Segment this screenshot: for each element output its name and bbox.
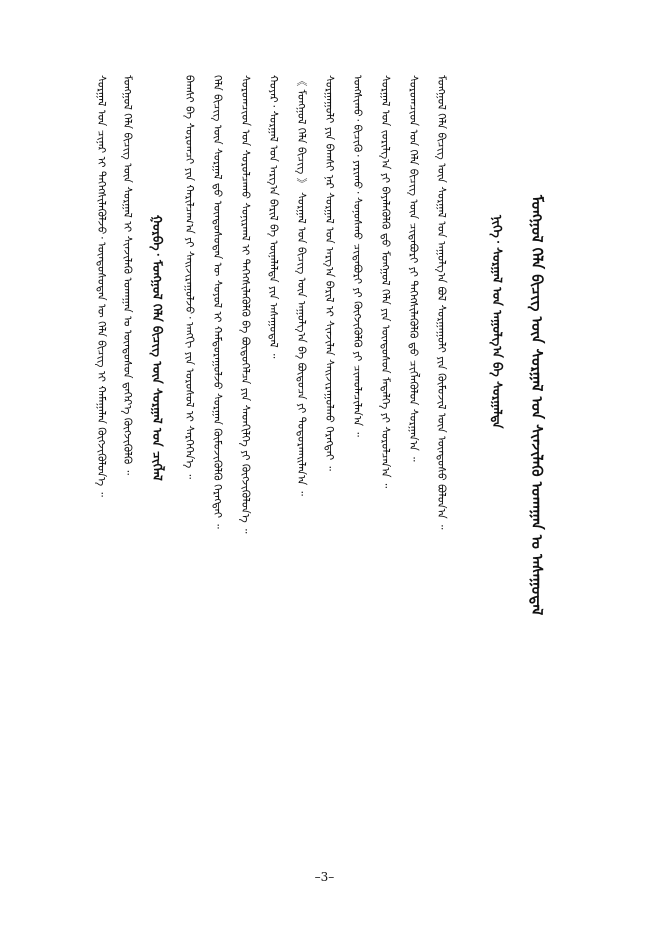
text-column-13: ᠮᠣᠩᠭᠣᠯ ᠬᠡᠯᠡ ᠪᠢᠴᠢᠭ᠌ ᠦᠨ ᠰᠤᠷᠭᠠᠯ ᠤᠨ ᠠᠭᠤᠯᠭ᠎ᠠ ᠪᠣᠯ ᠰᠤᠷᠭᠠᠭᠤᠯᠢ ᠶᠢᠨ ᠬᠦᠮᠦᠵᠢᠯ ᠦᠨ ᠦᠨᠳᠦᠰᠦ ᠪᠣᠯᠤᠨ᠎ᠠ ᠃ bbox=[435, 75, 448, 530]
text-column-11: ᠰᠤᠷᠭᠠᠯ ᠤᠨ ᠵᠣᠷᠢᠯᠭ᠎ᠠ ᠶᠢ ᠪᠡᠶᠡᠯᠡᠭᠦᠯᠬᠦ ᠳ᠋ᠤ ᠮᠣᠩᠭᠣᠯ ᠬᠡᠯᠡ ᠶᠢᠨ ᠦᠨᠳᠦᠰᠦᠨ ᠮᠡᠳᠡᠯᠭᠡ ᠶᠢ ᠰᠤᠷᠤᠯᠴᠠᠨ᠎ᠠ ᠃ bbox=[379, 75, 392, 489]
text-column-4: ᠪᠠᠭᠰᠢ ᠪᠠ ᠰᠤᠷᠤᠭᠴᠢ ᠶᠢᠨ ᠬᠠᠷᠢᠯᠴᠠᠭ᠎ᠠ ᠶᠢ ᠰᠠᠢᠵᠢᠷᠠᠭᠤᠯᠵᠤ᠂ ᠠᠩᠭᠢ ᠶᠢᠨ ᠤᠷᠤᠰᠤᠯ ᠢ ᠰᠡᠷᠭᠡᠭᠡᠨ᠎ᠡ ᠃ bbox=[183, 75, 196, 479]
text-column-12: ᠰᠤᠷᠤᠭᠴᠢᠳ ᠤᠨ ᠬᠡᠯᠡ ᠪᠢᠴᠢᠭ᠌ ᠦᠨ ᠴᠢᠳᠠᠪᠤᠷᠢ ᠶᠢ ᠳᠡᠭᠡᠭᠰᠢᠯᠡᠭᠦᠯᠬᠦ ᠳ᠋ᠤ ᠴᠢᠭᠯᠡᠭᠦᠯᠦᠨ ᠰᠤᠷᠭᠠᠨ᠎ᠠ ᠃ bbox=[407, 75, 420, 462]
text-column-1: ᠰᠤᠷᠭᠠᠯ ᠤᠨ ᠴᠢᠨᠠᠷ ᠢ ᠳᠡᠭᠡᠭᠰᠢᠯᠡᠭᠦᠯᠵᠦ᠂ ᠦᠨᠳᠦᠰᠦᠲᠡᠨ ᠦ ᠬᠡᠯᠡ ᠪᠢᠴᠢᠭ ᠢ ᠬᠠᠮᠠᠭᠠᠯᠠᠨ ᠬᠥᠭᠵᠢᠭᠦᠯᠦᠨ᠎ᠡ ᠃ bbox=[95, 75, 108, 497]
text-column-6: ᠰᠤᠷᠤᠭᠴᠢᠳ ᠤᠨ ᠰᠤᠷᠤᠯᠴᠠᠬᠤ ᠰᠣᠨᠢᠷᠬᠠᠯ ᠢ ᠳᠡᠭᠡᠭᠰᠢᠯᠡᠭᠦᠯᠬᠦ ᠪᠠ ᠪᠦᠲᠦᠭᠡᠯᠴᠡ ᠶᠢᠨ ᠰᠡᠳᠬᠢᠯᠭᠡ ᠶᠢ ᠬᠥᠭᠵᠢᠭᠦᠯᠦᠨ᠎ᠡ ᠃ bbox=[239, 75, 252, 534]
page-number: –3– bbox=[314, 870, 335, 884]
text-column-10: ᠤᠩᠰᠢᠬᠤ᠂ ᠪᠢᠴᠢᠬᠦ᠂ ᠶᠠᠷᠢᠬᠤ᠂ ᠰᠣᠨᠣᠰᠬᠤ ᠴᠢᠳᠠᠪᠤᠷᠢ ᠶᠢ ᠬᠥᠭᠵᠢᠭᠦᠯᠬᠦ ᠶᠢ ᠴᠢᠬᠤᠯᠠᠴᠢᠯᠠᠨ᠎ᠠ ᠃ bbox=[351, 75, 364, 437]
section-heading-1: ᠨᠢᠭᠡ᠂ ᠰᠤᠷᠭᠠᠯ ᠤᠨ ᠠᠭᠤᠯᠭ᠎ᠠ ᠪᠠ ᠰᠤᠷᠭᠠᠯᠲᠠ bbox=[490, 215, 505, 429]
text-column-7: ᠬᠣᠶᠠᠷ᠂ ᠰᠤᠷᠭᠠᠯ ᠤᠨ ᠠᠷᠭ᠎ᠠ ᠪᠠᠷᠢᠯ ᠪᠠ ᠦᠨᠡᠯᠡᠯᠲᠡ ᠶᠢᠨ ᠠᠰᠠᠭᠤᠳᠠᠯ ᠃ bbox=[267, 75, 280, 359]
mongolian-text-body bbox=[90, 75, 590, 845]
text-column-9: ᠰᠤᠷᠭᠠᠭᠤᠯᠢ ᠶᠢᠨ ᠪᠠᠭᠰᠢ ᠨᠠᠷ ᠰᠤᠷᠭᠠᠯ ᠤᠨ ᠠᠷᠭ᠎ᠠ ᠪᠠᠷᠢᠯ ᠢ ᠰᠢᠨᠵᠢᠯᠡᠨ ᠰᠠᠢᠵᠢᠷᠠᠭᠤᠯᠬᠤ ᠬᠡᠷᠡᠭᠲᠡᠢ ᠃ bbox=[323, 75, 336, 471]
text-column-2: ᠮᠣᠩᠭᠣᠯ ᠬᠡᠯᠡ ᠪᠢᠴᠢᠭ᠌ ᠦᠨ ᠰᠤᠷᠭᠠᠯ ᠢ ᠰᠢᠨᠵᠢᠯᠡᠬᠦ ᠤᠬᠠᠭᠠᠨ ᠤ ᠦᠨᠳᠦᠰᠦᠨ ᠳ᠋ᠡᠭᠡᠷ᠎ᠡ ᠬᠥᠭᠵᠢᠭᠦᠯᠬᠦ ᠃ bbox=[121, 75, 134, 476]
text-column-8: 《 ᠮᠣᠩᠭᠣᠯ ᠬᠡᠯᠡ ᠪᠢᠴᠢᠭ᠌ 》 ᠰᠤᠷᠭᠠᠯ ᠤᠨ ᠪᠢᠴᠢᠭ ᠦᠨ ᠠᠭᠤᠯᠭ᠎ᠠ ᠪᠠ ᠪᠦᠲᠦᠴᠡ ᠶᠢ ᠲᠣᠳᠣᠷᠬᠠᠢᠯᠠᠨ᠎ᠠ ᠃ bbox=[295, 75, 308, 496]
section-heading-3: ᠭᠤᠷᠪᠠ᠂ ᠮᠣᠩᠭᠣᠯ ᠬᠡᠯᠡ ᠪᠢᠴᠢᠭ᠌ ᠦᠨ ᠰᠤᠷᠭᠠᠯ ᠤᠨ ᠴᠢᠭᠯᠡᠯ bbox=[150, 215, 165, 481]
page-title: ᠮᠣᠩᠭᠣᠯ ᠬᠡᠯᠡ ᠪᠢᠴᠢᠭ᠌ ᠦᠨ ᠰᠤᠷᠭᠠᠯ ᠤᠨ ᠰᠢᠨᠵᠢᠯᠡᠬᠦ ᠤᠬᠠᠭᠠᠨ ᠤ ᠠᠰᠠᠭᠤᠳᠠᠯ bbox=[528, 195, 546, 616]
text-column-5: ᠬᠡᠯᠡ ᠪᠢᠴᠢᠭ᠌ ᠦᠨ ᠰᠤᠷᠭᠠᠯ ᠳ᠋ᠤ ᠦᠨᠳᠦᠰᠦᠲᠡᠨ ᠦ ᠰᠣᠶᠣᠯ ᠢ ᠬᠠᠮᠲᠤᠷᠠᠭᠤᠯᠵᠤ ᠰᠤᠷᠭᠠᠨ ᠬᠥᠮᠦᠵᠢᠭᠦᠯᠬᠦ ᠬᠡᠷᠡᠭᠲᠡᠢ ᠃ bbox=[211, 75, 224, 529]
